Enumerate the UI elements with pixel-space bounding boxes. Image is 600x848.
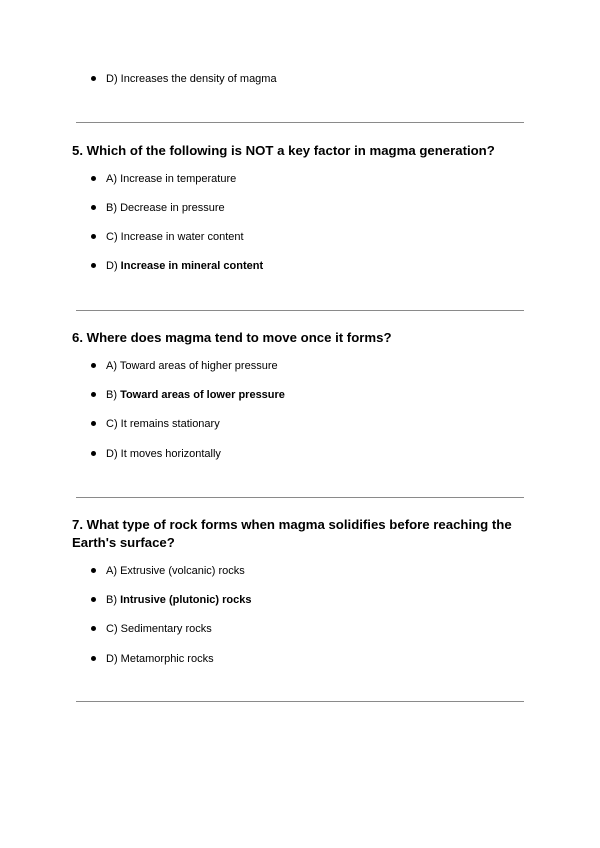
option-prefix: B)	[106, 594, 117, 606]
option-prefix: A)	[106, 173, 117, 185]
option-prefix: B)	[106, 202, 117, 214]
option-text: Sedimentary rocks	[120, 623, 212, 635]
option-text: Decrease in pressure	[120, 202, 225, 214]
section-divider	[76, 701, 524, 702]
option-prefix: B)	[106, 389, 117, 401]
list-item	[91, 652, 214, 666]
list-item	[91, 230, 244, 244]
list-item	[91, 172, 236, 186]
list-item	[91, 259, 263, 273]
section-divider	[76, 497, 524, 498]
list-item	[91, 72, 277, 86]
bullet-icon	[91, 363, 96, 368]
question-title: 7. What type of rock forms when magma solidifies before reaching the Earth's surface?	[72, 517, 512, 550]
list-item	[91, 359, 278, 373]
bullet-icon	[91, 392, 96, 397]
list-item	[91, 447, 221, 461]
bullet-icon	[91, 234, 96, 239]
option-text: Increase in temperature	[120, 173, 237, 185]
option-text: Increases the density of magma	[120, 73, 277, 85]
section-divider	[76, 122, 524, 123]
option-prefix: D)	[106, 448, 118, 460]
option-prefix: D)	[106, 653, 118, 665]
bullet-icon	[91, 263, 96, 268]
bullet-icon	[91, 176, 96, 181]
option-prefix: A)	[106, 565, 117, 577]
list-item	[91, 564, 245, 578]
question-title: 6. Where does magma tend to move once it forms?	[72, 330, 392, 345]
option-text: It moves horizontally	[120, 448, 221, 460]
option-prefix: C)	[106, 231, 118, 243]
list-item	[91, 622, 212, 636]
correct-answer-text: Intrusive (plutonic) rocks	[120, 594, 252, 606]
option-text: Increase in water content	[120, 231, 244, 243]
bullet-icon	[91, 656, 96, 661]
bullet-icon	[91, 421, 96, 426]
list-item	[91, 388, 285, 402]
option-prefix: D)	[106, 73, 118, 85]
list-item	[91, 593, 251, 607]
section-divider	[76, 310, 524, 311]
option-prefix: C)	[106, 623, 118, 635]
option-text: Extrusive (volcanic) rocks	[120, 565, 245, 577]
option-text: It remains stationary	[120, 418, 220, 430]
bullet-icon	[91, 626, 96, 631]
correct-answer-text: Toward areas of lower pressure	[120, 389, 285, 401]
bullet-icon	[91, 205, 96, 210]
option-text: Metamorphic rocks	[120, 653, 214, 665]
option-text: Toward areas of higher pressure	[119, 360, 278, 372]
question-title: 5. Which of the following is NOT a key factor in magma generation?	[72, 143, 495, 158]
list-item	[91, 417, 220, 431]
bullet-icon	[91, 568, 96, 573]
correct-answer-text: Increase in mineral content	[120, 260, 264, 272]
bullet-icon	[91, 451, 96, 456]
option-prefix: C)	[106, 418, 118, 430]
option-prefix: D)	[106, 260, 118, 272]
bullet-icon	[91, 597, 96, 602]
list-item	[91, 201, 225, 215]
option-prefix: A)	[106, 360, 117, 372]
bullet-icon	[91, 76, 96, 81]
